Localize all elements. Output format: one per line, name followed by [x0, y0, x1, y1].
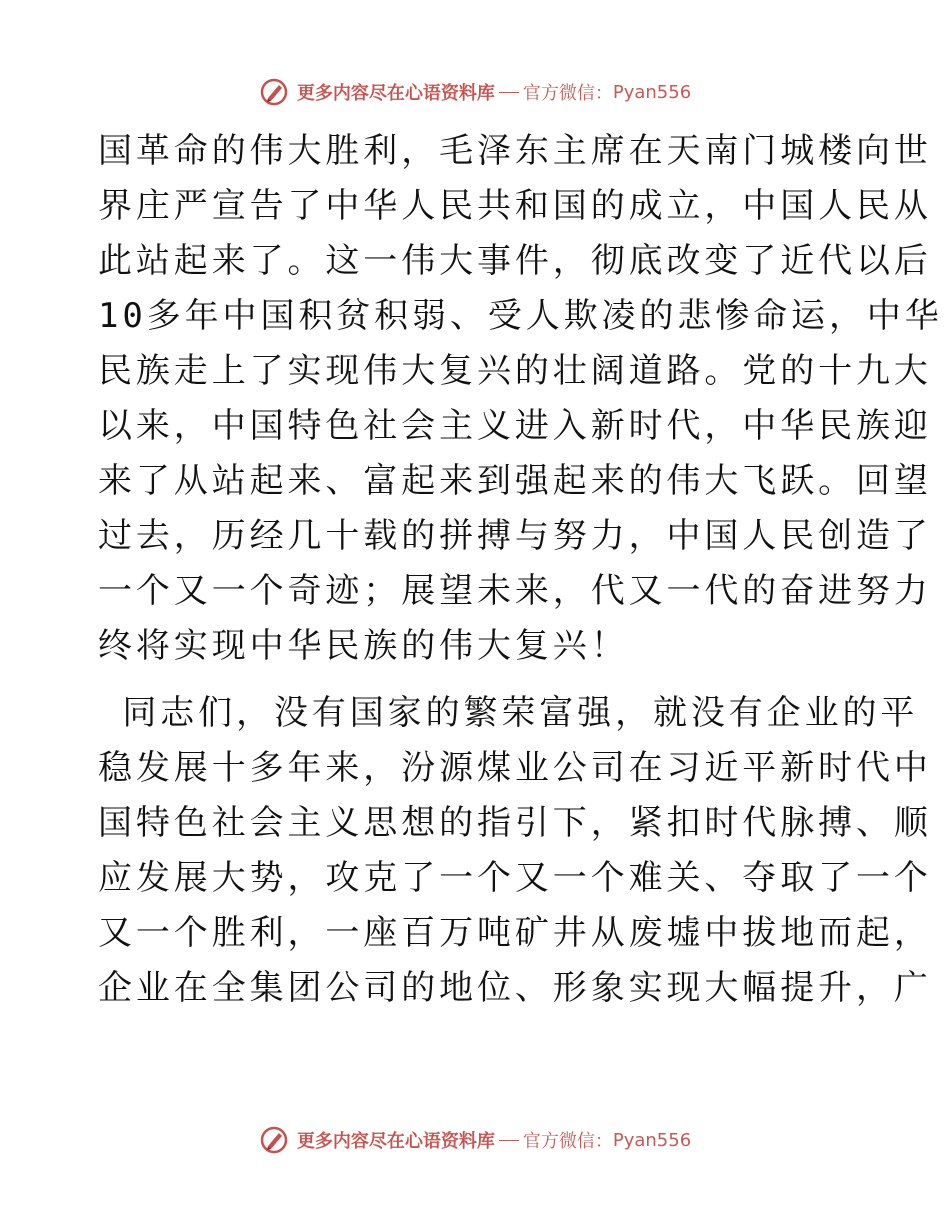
- text-line: 以来，中国特色社会主义进入新时代，中华民族迎: [98, 406, 932, 446]
- footer-dash: [499, 1140, 519, 1141]
- paragraph-gap: [98, 674, 858, 686]
- text-line: 界庄严宣告了中华人民共和国的成立，中国人民从: [98, 186, 932, 226]
- footer-wechat-id: Pyan556: [612, 1129, 692, 1151]
- document-body: [98, 124, 943, 1016]
- text-line: 应发展大势，攻克了一个又一个难关、夺取了一个: [98, 858, 932, 898]
- pen-logo-icon: [259, 77, 289, 107]
- text-line: 终将实现中华民族的伟大复兴！: [98, 626, 629, 666]
- text-line: 此站起来了。这一伟大事件，彻底改变了近代以后: [98, 241, 932, 281]
- footer-brand-text: 更多内容尽在心语资料库: [296, 1131, 495, 1152]
- footer-wechat-label: 官方微信：: [522, 1131, 613, 1152]
- text-line: 国特色社会主义思想的指引下，紧扣时代脉搏、顺: [98, 803, 932, 843]
- text-line: 企业在全集团公司的地位、形象实现大幅提升，广: [98, 968, 932, 1008]
- header-brand-text: 更多内容尽在心语资料库: [296, 83, 495, 104]
- paragraph-1: [98, 124, 943, 674]
- text-line: 稳发展十多年来，汾源煤业公司在习近平新时代中: [98, 748, 932, 788]
- text-line: 又一个胜利，一座百万吨矿井从废墟中拔地而起，: [98, 913, 932, 953]
- text-line: 10多年中国积贫积弱、受人欺凌的悲惨命运，中华: [98, 296, 943, 336]
- text-line: 民族走上了实现伟大复兴的壮阔道路。党的十九大: [98, 351, 932, 391]
- text-line: 同志们，没有国家的繁荣富强，就没有企业的平: [98, 693, 919, 733]
- text-line: 来了从站起来、富起来到强起来的伟大飞跃。回望: [98, 461, 932, 501]
- footer-watermark: [0, 1122, 950, 1158]
- text-line: 一个又一个奇迹；展望未来，代又一代的奋进努力: [98, 571, 932, 611]
- pen-logo-icon: [259, 1125, 289, 1155]
- text-line: 国革命的伟大胜利，毛泽东主席在天南门城楼向世: [98, 131, 932, 171]
- paragraph-2: [98, 686, 932, 1016]
- header-watermark: [0, 74, 950, 110]
- header-wechat-id: Pyan556: [612, 81, 692, 103]
- header-dash: [499, 92, 519, 93]
- header-wechat-label: 官方微信：: [522, 83, 613, 104]
- text-line: 过去，历经几十载的拼搏与努力，中国人民创造了: [98, 516, 932, 556]
